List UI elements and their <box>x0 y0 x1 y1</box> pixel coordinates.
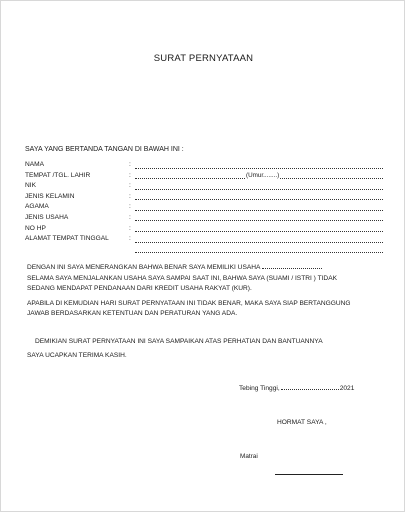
field-label: NAMA <box>25 161 45 168</box>
field-label: JENIS USAHA <box>25 213 69 221</box>
age-placeholder: (Umur........) <box>246 171 280 179</box>
closing-line: SAYA UCAPKAN TERIMA KASIH. <box>27 352 127 359</box>
fill-line <box>135 231 383 232</box>
field-label: NIK <box>25 182 36 190</box>
field-label: TEMPAT /TGL. LAHIR <box>25 171 91 179</box>
field-colon: : <box>129 182 131 190</box>
date-fill-line <box>281 389 339 390</box>
field-colon: : <box>129 235 131 243</box>
fill-line <box>135 210 383 211</box>
statement-line: SELAMA SAYA MENJALANKAN USAHA SAYA SAMPAI SAAT INI, BAHWA SAYA (SUAMI / ISTRI ) TIDAK <box>27 274 337 282</box>
fill-line <box>135 242 383 243</box>
field-colon: : <box>129 203 131 211</box>
statement-line: APABILA DI KEMUDIAN HARI SURAT PERNYATAAN INI TIDAK BENAR, MAKA SAYA SIAP BERTANGGUNG <box>27 299 351 307</box>
field-colon: : <box>129 192 131 200</box>
statement-line: JAWAB BERDASARKAN KETENTUAN DAN PERATURAN YANG ADA. <box>27 310 238 317</box>
intro-text: SAYA YANG BERTANDA TANGAN DI BAWAH INI : <box>25 146 184 153</box>
place-date-line <box>239 385 354 392</box>
signature-line <box>275 474 343 475</box>
field-label: ALAMAT TEMPAT TINGGAL <box>25 235 109 243</box>
statement-line: SEDANG MENDAPAT PENDANAAN DARI KREDIT USAHA RAKYAT (KUR). <box>27 285 252 292</box>
closing-greeting: HORMAT SAYA , <box>277 419 327 426</box>
document-title: SURAT PERNYATAAN <box>153 53 254 64</box>
field-colon: : <box>129 171 131 179</box>
stamp-label: Matrai <box>240 453 258 460</box>
year-text: 2021 <box>339 385 355 392</box>
place-text: Tebing Tinggi, <box>239 385 280 392</box>
field-colon: : <box>129 224 131 232</box>
field-colon: : <box>129 161 131 168</box>
fill-line <box>135 252 383 253</box>
fill-line <box>135 189 383 190</box>
field-label: AGAMA <box>25 203 49 211</box>
fill-line <box>135 220 383 221</box>
statement-paragraph <box>27 263 351 320</box>
statement-line <box>27 263 351 274</box>
field-label: NO HP <box>25 224 46 232</box>
field-label: JENIS KELAMIN <box>25 192 75 200</box>
statement-text: DENGAN INI SAYA MENERANGKAN BAHWA BENAR SAYA MEMILIKI USAHA <box>27 264 261 271</box>
fill-line <box>262 268 322 269</box>
fill-line <box>135 168 383 169</box>
field-colon: : <box>129 213 131 221</box>
closing-line: DEMIKIAN SURAT PERNYATAAN INI SAYA SAMPAIKAN ATAS PERHATIAN DAN BANTUANNYA <box>35 338 323 345</box>
fill-line <box>135 199 383 200</box>
closing-paragraph <box>27 335 323 363</box>
